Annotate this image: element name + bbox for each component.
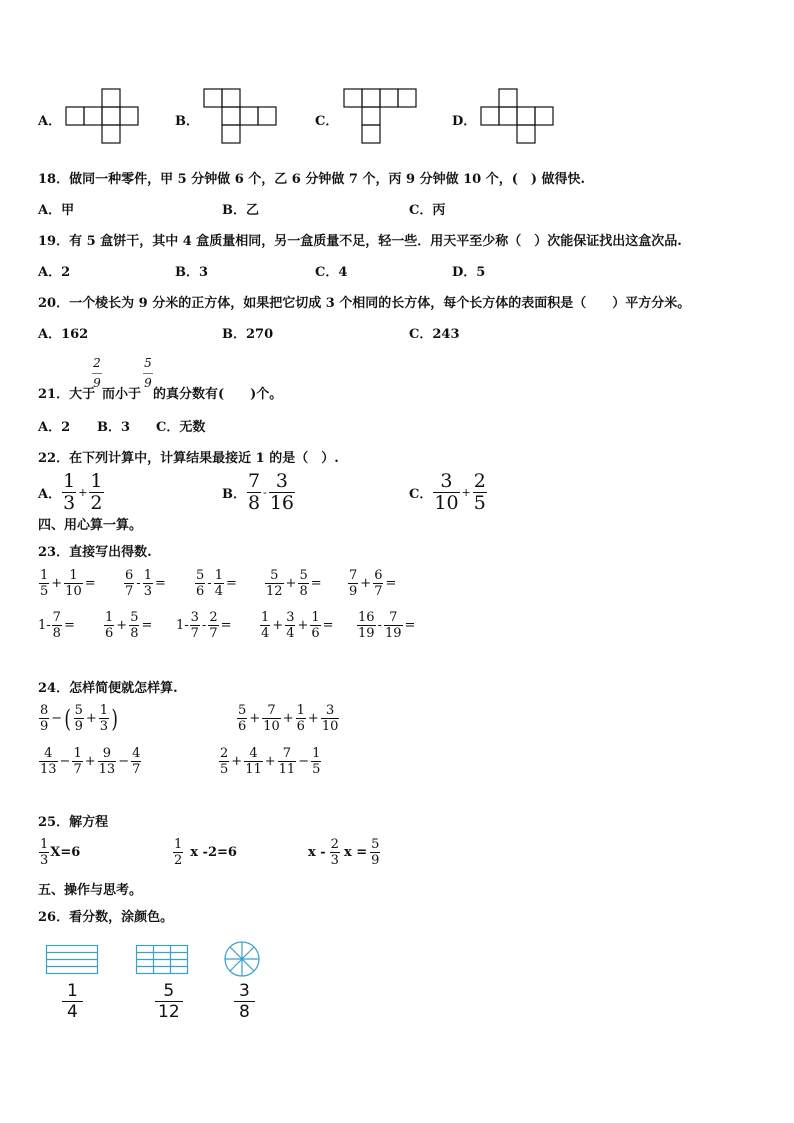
operator: + <box>282 711 294 726</box>
fraction <box>214 569 224 598</box>
fraction <box>129 611 139 640</box>
equals-sign: = <box>154 576 166 591</box>
fraction <box>370 838 380 867</box>
q18-option-a: A．甲 <box>38 203 75 218</box>
equals-sign: = <box>322 618 334 633</box>
numerator: 2 <box>220 746 229 761</box>
denominator: 12 <box>155 1001 183 1021</box>
denominator: 8 <box>52 626 61 641</box>
denominator: 3 <box>330 853 339 868</box>
denominator: 2 <box>90 492 103 514</box>
numerator: 1 <box>143 568 152 583</box>
fraction <box>98 747 117 776</box>
equals-sign: = <box>220 618 232 633</box>
numerator: 1 <box>311 610 320 625</box>
q23-expr-1 <box>38 569 96 598</box>
numerator: 1 <box>214 568 223 583</box>
fraction <box>89 472 103 513</box>
operator: + <box>78 486 88 499</box>
fraction <box>39 747 58 776</box>
denominator: 10 <box>263 719 280 734</box>
option-c-label: C． <box>315 114 339 129</box>
q24-stem: 24．怎样简便就怎样算. <box>38 681 178 696</box>
q22-option-b <box>222 472 296 513</box>
section-5-title: 五、操作与思考。 <box>38 883 143 898</box>
fraction <box>155 983 183 1021</box>
fraction <box>330 838 340 867</box>
fraction <box>190 611 200 640</box>
denominator: 19 <box>384 626 402 641</box>
operator: - <box>201 618 207 633</box>
fraction <box>104 611 114 640</box>
q18-stem: 18．做同一种零件，甲 5 分钟做 6 个，乙 6 分钟做 7 个，丙 9 分钟做 10 个，( ) 做得快. <box>38 172 586 187</box>
numerator: 6 <box>125 568 134 583</box>
option-d-label: D． <box>452 114 477 129</box>
q19-stem: 19．有 5 盒饼干，其中 4 盒质量相同，另一盒质量不足，轻一些．用天平至少称（ ）次能保证找出这盒次品. <box>38 234 682 249</box>
fraction <box>74 704 84 733</box>
denominator: 5 <box>473 492 486 514</box>
numerator: 3 <box>239 981 250 1001</box>
denominator: 10 <box>434 492 459 514</box>
fraction <box>64 569 83 598</box>
q21-pre: 21．大于 <box>38 387 96 402</box>
q22-stem: 22．在下列计算中，计算结果最接近 1 的是（ ）. <box>38 451 339 466</box>
operator: + <box>461 486 471 499</box>
denominator: 4 <box>261 626 270 641</box>
rectangle-quarters-figure <box>46 945 98 975</box>
q21-post: 的真分数有( )个。 <box>153 387 283 402</box>
equals-sign: = <box>141 618 153 633</box>
numerator: 4 <box>249 746 258 761</box>
numerator: 7 <box>389 610 398 625</box>
fraction <box>265 569 284 598</box>
q21-f2-num: 5 <box>144 356 152 370</box>
cube-net-c <box>344 89 418 145</box>
q24-expr-1 <box>38 704 119 733</box>
q20-stem: 20．一个棱长为 9 分米的正方体，如果把它切成 3 个相同的长方体，每个长方体的表面积是（ ）平方分米。 <box>38 296 691 311</box>
fraction <box>52 611 62 640</box>
numerator: 7 <box>282 746 292 761</box>
numerator: 5 <box>130 610 139 625</box>
q21-option-b: B．3 <box>97 420 131 435</box>
denominator: 8 <box>248 492 261 514</box>
fraction <box>321 704 340 733</box>
numerator: 2 <box>473 470 486 492</box>
denominator: 2 <box>174 853 183 868</box>
operator: + <box>231 754 243 769</box>
numerator: 1 <box>312 746 321 761</box>
q23-expr-4 <box>264 569 322 598</box>
denominator: 9 <box>40 719 49 734</box>
right-paren: ) <box>111 704 118 733</box>
numerator: 1 <box>63 470 76 492</box>
denominator: 11 <box>278 762 296 777</box>
option-a-label: A． <box>38 114 62 129</box>
numerator: 5 <box>270 568 279 583</box>
denominator: 5 <box>220 762 229 777</box>
q23-expr-3 <box>194 569 237 598</box>
operator: + <box>272 618 284 633</box>
operator: + <box>51 576 63 591</box>
numerator: 4 <box>132 746 141 761</box>
fraction <box>99 704 109 733</box>
numerator: 3 <box>190 610 199 625</box>
q19-option-a: A．2 <box>38 265 71 280</box>
fraction <box>244 747 263 776</box>
q18-option-c: C．丙 <box>409 203 446 218</box>
numerator: 1 <box>99 703 109 718</box>
numerator: 1 <box>261 610 270 625</box>
q23-stem: 23．直接写出得数. <box>38 545 152 560</box>
fraction <box>173 838 183 867</box>
denominator: 6 <box>311 626 320 641</box>
q23-expr-10 <box>356 611 415 640</box>
operator: + <box>249 711 261 726</box>
numerator: 7 <box>52 610 61 625</box>
numerator: 7 <box>248 470 261 492</box>
numerator: 5 <box>299 568 308 583</box>
circle-eighths-figure <box>224 941 260 977</box>
cube-net-a <box>66 89 140 145</box>
denominator: 4 <box>286 626 295 641</box>
operator: + <box>84 754 96 769</box>
q23-expr-9 <box>259 611 334 640</box>
q23-expr-8: 1- $\frac{3}{7}$ - $\frac{2}{7}$ = <box>176 610 232 641</box>
fraction <box>311 747 321 776</box>
denominator: 9 <box>349 584 358 599</box>
q19-option-b: B．3 <box>175 265 209 280</box>
rectangle-twelfths-figure <box>136 945 188 975</box>
denominator: 6 <box>105 626 114 641</box>
q18-option-b: B．乙 <box>222 203 259 218</box>
operator: + <box>297 618 309 633</box>
fraction <box>285 611 295 640</box>
q19-option-d: D．5 <box>452 265 486 280</box>
q26-fraction-3 <box>233 983 256 1021</box>
numerator: 5 <box>238 703 247 718</box>
equals-sign: = <box>84 576 96 591</box>
section-4-title: 四、用心算一算。 <box>38 518 143 533</box>
operator: + <box>360 576 372 591</box>
fraction <box>278 747 297 776</box>
numerator: 1 <box>40 568 49 583</box>
denominator: 3 <box>143 584 152 599</box>
fraction <box>310 611 320 640</box>
left-paren: ( <box>64 704 72 733</box>
fraction <box>39 569 49 598</box>
q19-option-c: C．4 <box>315 265 348 280</box>
operator: - <box>136 576 141 591</box>
equals-sign: = <box>63 618 75 633</box>
q25-eq-2: $\frac{1}{2}$ x -2=6 <box>174 837 237 868</box>
denominator: 8 <box>234 1001 255 1021</box>
operator: + <box>307 711 319 726</box>
fraction <box>62 983 83 1021</box>
q24-expr-4 <box>218 747 322 776</box>
cube-net-d <box>481 89 555 145</box>
denominator: 7 <box>132 762 141 777</box>
operator: + <box>264 754 276 769</box>
numerator: 9 <box>102 746 112 761</box>
numerator: 2 <box>209 610 218 625</box>
fraction <box>262 704 281 733</box>
fraction <box>143 569 153 598</box>
fraction <box>124 569 134 598</box>
operator: − <box>118 754 130 769</box>
cube-net-b <box>204 89 278 145</box>
operator: - <box>263 486 267 499</box>
fraction <box>72 747 82 776</box>
numerator: 7 <box>349 568 358 583</box>
fraction <box>131 747 141 776</box>
denominator: 9 <box>371 853 380 868</box>
numerator: 1 <box>296 703 305 718</box>
q20-option-c: C．243 <box>409 327 460 342</box>
fraction <box>433 472 459 513</box>
q21-f1-den: 9 <box>92 373 102 389</box>
denominator: 6 <box>296 719 305 734</box>
numerator: 1 <box>174 837 183 852</box>
fraction <box>62 472 76 513</box>
fraction <box>373 569 383 598</box>
denominator: 7 <box>73 762 82 777</box>
denominator: 13 <box>40 762 57 777</box>
denominator: 4 <box>62 1001 83 1021</box>
fraction <box>237 704 247 733</box>
q22-a-label: A． <box>38 487 62 502</box>
denominator: 5 <box>312 762 321 777</box>
q25-stem: 25．解方程 <box>38 815 109 830</box>
q22-option-c <box>409 472 488 513</box>
denominator: 5 <box>40 584 49 599</box>
q23-expr-7 <box>103 611 152 640</box>
operator: + <box>285 576 297 591</box>
q21-fraction-2 <box>143 357 153 389</box>
q22-c-label: C． <box>409 487 433 502</box>
numerator: 3 <box>325 703 335 718</box>
numerator: 1 <box>90 470 103 492</box>
denominator: 11 <box>245 762 262 777</box>
denominator: 3 <box>99 719 109 734</box>
denominator: 9 <box>74 719 83 734</box>
denominator: 7 <box>374 584 383 599</box>
operator: − <box>51 711 63 726</box>
numerator: 1 <box>40 837 49 852</box>
denominator: 19 <box>358 626 375 641</box>
denominator: 10 <box>65 584 82 599</box>
q26-fraction-2 <box>154 983 184 1021</box>
q25-eq-3: x - $\frac{2}{3}$ x = $\frac{5}{9}$ <box>308 837 380 868</box>
numerator: 6 <box>374 568 383 583</box>
fraction <box>348 569 358 598</box>
q22-b-label: B． <box>222 487 246 502</box>
equals-sign: = <box>225 576 237 591</box>
numerator: 3 <box>286 610 295 625</box>
denominator: 8 <box>130 626 139 641</box>
denominator: 10 <box>321 719 339 734</box>
fraction <box>260 611 270 640</box>
q21-option-c: C．无数 <box>156 420 206 435</box>
fraction <box>39 838 49 867</box>
q21-f2-den: 9 <box>143 373 153 389</box>
operator: + <box>85 711 97 726</box>
numerator: 1 <box>105 610 114 625</box>
operator: - <box>377 618 382 633</box>
operator: − <box>59 754 71 769</box>
q25-eq-1: $\frac{1}{3}$ X=6 <box>40 837 81 868</box>
numerator: 8 <box>40 703 49 718</box>
fraction <box>234 983 255 1021</box>
fraction <box>296 704 306 733</box>
fraction <box>39 704 49 733</box>
numerator: 5 <box>163 981 175 1001</box>
q24-expr-2 <box>236 704 340 733</box>
q21-f1-num: 2 <box>93 356 101 370</box>
q21-mid: 而小于 <box>102 387 142 402</box>
numerator: 16 <box>358 610 375 625</box>
numerator: 1 <box>73 746 82 761</box>
q23-expr-6: 1- $\frac{7}{8}$ = <box>38 610 75 641</box>
denominator: 12 <box>266 584 283 599</box>
denominator: 7 <box>125 584 134 599</box>
fraction <box>357 611 376 640</box>
denominator: 7 <box>209 626 218 641</box>
denominator: 4 <box>214 584 223 599</box>
fraction <box>247 472 261 513</box>
q20-option-a: A．162 <box>38 327 89 342</box>
numerator: 1 <box>67 981 78 1001</box>
q23-expr-2 <box>123 569 166 598</box>
denominator: 6 <box>196 584 205 599</box>
numerator: 3 <box>440 470 453 492</box>
denominator: 8 <box>299 584 308 599</box>
fraction <box>208 611 218 640</box>
denominator: 16 <box>269 492 294 514</box>
q26-stem: 26．看分数，涂颜色。 <box>38 910 174 925</box>
operator: − <box>298 754 310 769</box>
operator: + <box>116 618 128 633</box>
operator: - <box>207 576 212 591</box>
numerator: 5 <box>371 837 380 852</box>
denominator: 13 <box>98 762 116 777</box>
denominator: 3 <box>40 853 49 868</box>
fraction <box>269 472 295 513</box>
option-b-label: B． <box>175 114 199 129</box>
numerator: 7 <box>267 703 276 718</box>
q20-option-b: B．270 <box>222 327 274 342</box>
q23-expr-5 <box>347 569 396 598</box>
numerator: 2 <box>330 837 339 852</box>
denominator: 6 <box>238 719 247 734</box>
q26-fraction-1 <box>61 983 84 1021</box>
fraction <box>298 569 308 598</box>
equals-sign: = <box>310 576 322 591</box>
equals-sign: = <box>385 576 397 591</box>
q22-option-a <box>38 472 105 513</box>
numerator: 4 <box>44 746 53 761</box>
equals-sign: = <box>404 618 416 633</box>
q24-expr-3 <box>38 747 142 776</box>
denominator: 7 <box>190 626 199 641</box>
numerator: 3 <box>275 470 288 492</box>
numerator: 5 <box>74 703 83 718</box>
numerator: 1 <box>69 568 78 583</box>
fraction <box>384 611 403 640</box>
q21-option-a: A．2 <box>38 420 71 435</box>
fraction <box>473 472 487 513</box>
fraction <box>195 569 205 598</box>
numerator: 5 <box>196 568 205 583</box>
fraction <box>219 747 229 776</box>
q21-fraction-1 <box>92 357 102 389</box>
denominator: 3 <box>63 492 76 514</box>
